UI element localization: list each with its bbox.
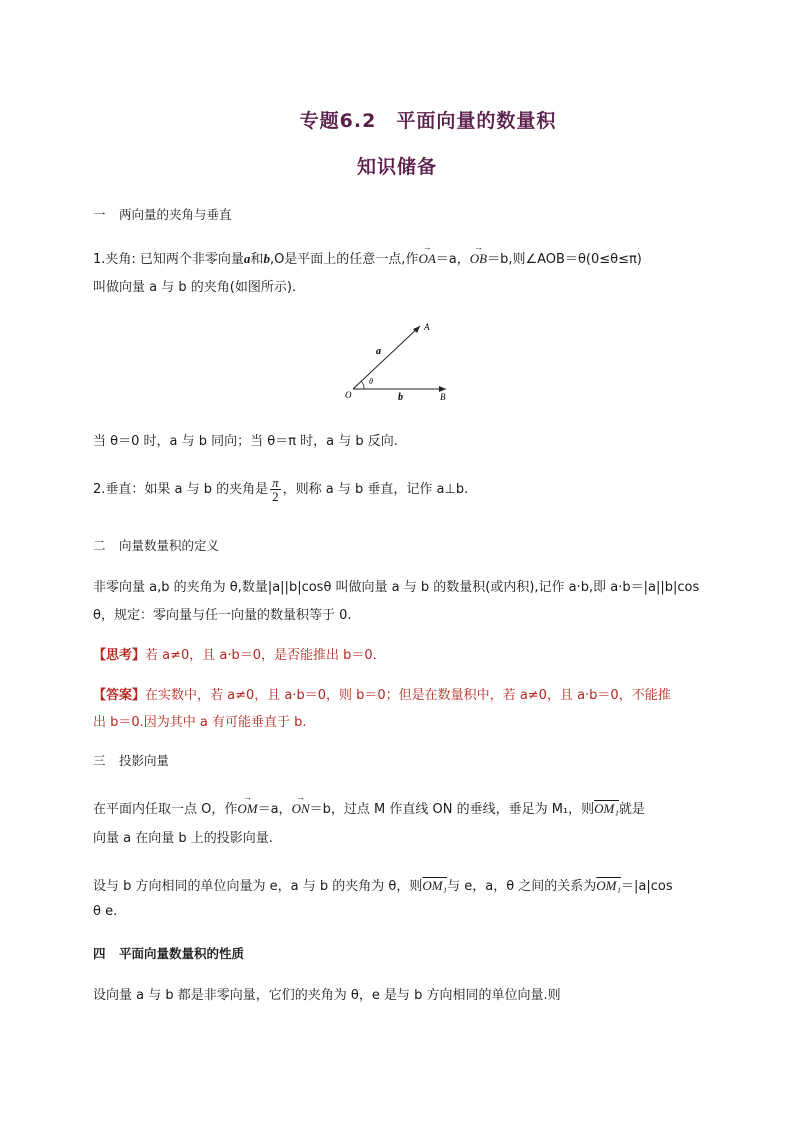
point-b-label: B [440, 392, 446, 402]
section-label: 向量数量积的定义 [119, 538, 220, 553]
think-question [93, 644, 377, 663]
section-number: 二 [93, 538, 106, 553]
vector-a-label: a [376, 346, 381, 357]
section-heading-2 [93, 536, 219, 554]
answer-line-2: 出 b＝0.因为其中 a 有可能垂直于 b. [93, 715, 307, 730]
text-run: ＝a， [435, 252, 470, 267]
point-a-label: A [424, 322, 430, 332]
dot-product-definition-line-1: 非零向量 a,b 的夹角为 θ,数量|a||b|cosθ 叫做向量 a 与 b 的数量积(或内积),记作 a·b,即 a·b＝|a||b|cos [93, 580, 700, 595]
section-number: 三 [93, 753, 106, 768]
section-heading-1 [93, 205, 232, 223]
page-subtitle: 知识储备 [356, 156, 437, 178]
text-run: ,O是平面上的任意一点,作 [269, 252, 419, 267]
angle-definition-line-2: 叫做向量 a 与 b 的夹角(如图所示). [93, 280, 297, 295]
text-run: 2.垂直：如果 a 与 b 的夹角是 [93, 482, 269, 497]
text-run: 1.夹角: 已知两个非零向量 [93, 252, 244, 267]
vector-b-label: b [398, 392, 403, 403]
text-run: 设与 b 方向相同的单位向量为 e，a 与 b 的夹角为 θ，则 [93, 879, 423, 894]
text-run: ＝b,则∠AOB＝θ(0≤θ≤π) [487, 252, 642, 267]
vector-ob-arrow: OB → [469, 242, 488, 266]
angle-arc [361, 381, 364, 389]
think-text: 若 a≠0，且 a·b＝0，是否能推出 b＝0. [145, 648, 377, 663]
text-run: 和 [250, 252, 264, 267]
section-number: 一 [93, 207, 106, 222]
projection-line-2: 向量 a 在向量 b 上的投影向量. [93, 831, 273, 846]
text-run: ，则称 a 与 b 垂直，记作 a⊥b. [282, 482, 469, 497]
text-run: 与 e，a，θ 之间的关系为 [447, 879, 597, 894]
page-title: 专题6.2 平面向量的数量积 [299, 110, 557, 132]
vector-oa-arrow: OA → [418, 242, 436, 266]
fraction-numerator: π [272, 475, 279, 490]
vector-om: OM → [237, 792, 258, 816]
perpendicular-definition [93, 472, 468, 508]
vector-om1: OM₁ [596, 878, 622, 893]
vector-b: b [263, 251, 270, 266]
projection-line-1 [93, 792, 645, 817]
vector-arrow-icon: → [296, 792, 306, 802]
text-run: 就是 [618, 802, 645, 817]
vector-arrow-icon: → [242, 792, 252, 802]
vector-arrow-icon: → [422, 242, 432, 252]
point-o-label: O [345, 390, 352, 400]
text-run: 在平面内任取一点 O，作 [93, 802, 238, 817]
vector-arrow-icon: → [473, 242, 483, 252]
text-run: ＝b，过点 M 作直线 ON 的垂线，垂足为 M₁，则 [309, 802, 595, 817]
fraction-pi-over-2 [270, 476, 281, 503]
angle-definition-line-1 [93, 242, 642, 267]
theta-label: θ [369, 377, 373, 386]
fraction-denominator: 2 [272, 489, 279, 504]
answer-tag: 【答案】 [93, 688, 146, 703]
vector-a: a [243, 251, 251, 266]
dot-product-definition-line-2: θ，规定：零向量与任一向量的数量积等于 0. [93, 608, 352, 623]
vector-a-line [353, 326, 420, 389]
vector-om1: OM₁ [594, 801, 619, 816]
text-run: ＝a， [257, 802, 292, 817]
section-number: 四 [93, 946, 106, 961]
projection-line-4: θ e. [93, 904, 118, 919]
vector-om1: OM₁ [422, 878, 448, 893]
section-label: 两向量的夹角与垂直 [119, 207, 232, 222]
projection-line-3 [93, 875, 673, 894]
answer-line-1 [93, 684, 671, 703]
text-run: ＝|a|cos [621, 879, 673, 894]
section-label: 投影向量 [119, 753, 170, 768]
section-heading-4 [93, 944, 244, 962]
section-label: 平面向量数量积的性质 [119, 946, 245, 961]
section-heading-3 [93, 751, 169, 769]
properties-intro: 设向量 a 与 b 都是非零向量，它们的夹角为 θ，e 是与 b 方向相同的单位向量.则 [93, 988, 561, 1003]
think-tag: 【思考】 [93, 648, 146, 663]
direction-note: 当 θ＝0 时，a 与 b 同向；当 θ＝π 时，a 与 b 反向. [93, 434, 398, 449]
vector-on: ON → [291, 792, 310, 816]
answer-text: 在实数中，若 a≠0，且 a·b＝0，则 b＝0；但是在数量积中，若 a≠0，且 a·b＝0，不能推 [145, 688, 671, 703]
angle-diagram [340, 318, 460, 404]
